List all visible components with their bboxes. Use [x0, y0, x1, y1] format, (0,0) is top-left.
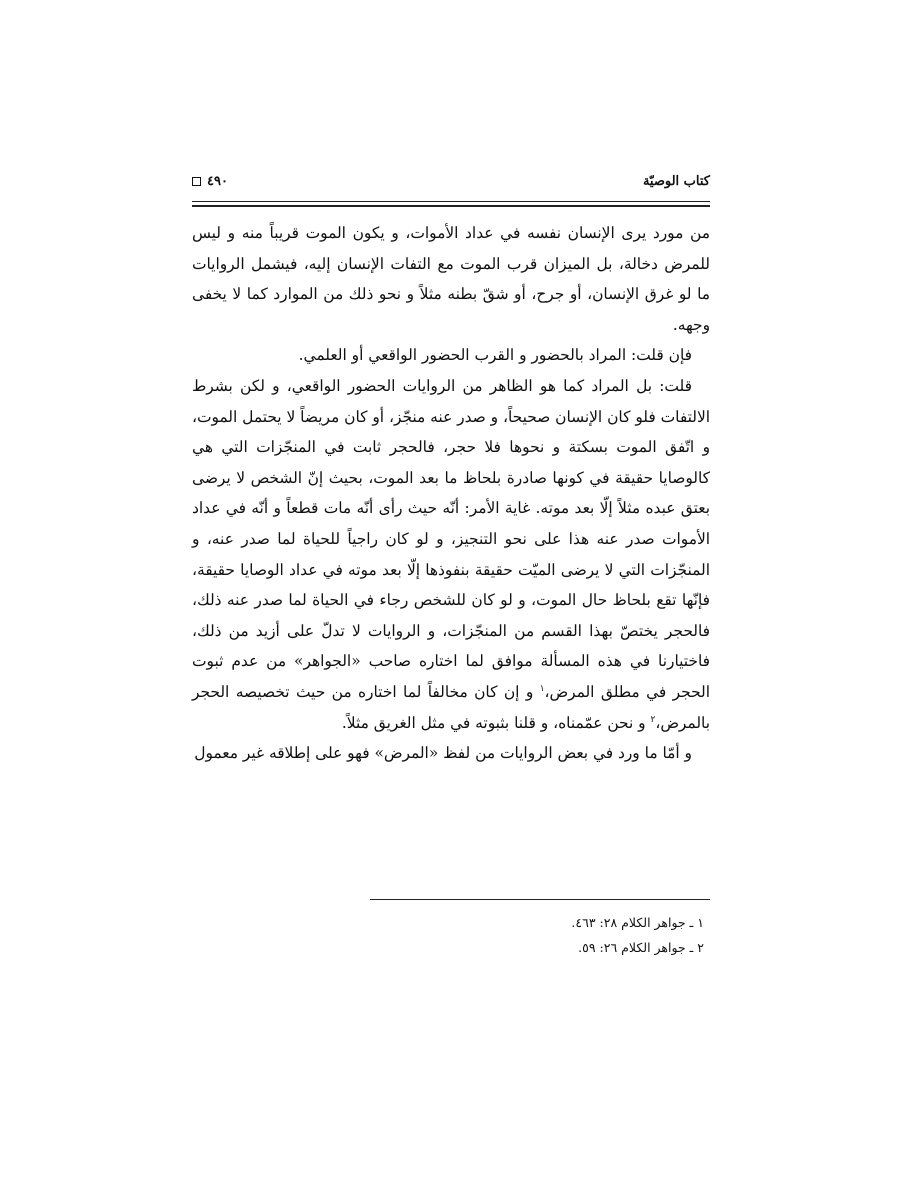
paragraph-1: من مورد يرى الإنسان نفسه في عداد الأموات، و يكون الموت قريباً منه و ليس للمرض دخالة، بل الميزان قرب الموت مع التفات الإنسان إليه، فيشمل الروايات ما لو غرق الإنسان، أو جرح، أو شقّ بطنه مثلاً و نحو ذلك من الموارد كما لا يخفى وجهه.: [192, 224, 710, 334]
footnote-2: ٢ ـ جواهر الكلام ٢٦: ٥٩.: [578, 940, 704, 955]
footnote-ref-2[interactable]: ٢: [650, 714, 656, 725]
header-rule-thin: [192, 201, 710, 202]
header-rule-thick: [192, 205, 710, 207]
paragraph-3: [192, 371, 710, 738]
page-number-block: [192, 174, 228, 189]
square-outline-icon: [192, 177, 201, 186]
page-number: ٤٩٠: [207, 174, 228, 189]
footnote-ref-1[interactable]: ١: [539, 683, 545, 694]
paragraph-3-part-1: قلت: بل المراد كما هو الظاهر من الروايات الحضور الواقعي، و لكن بشرط الالتفات فلو كان الإنسان صحيحاً، و صدر عنه منجّز، أو كان مريضاً لا يحتمل الموت، و اتّفق الموت بسكتة و نحوها فلا حجر، فالحجر ثابت في المنجّزات التي هي كالوصايا حقيقة في كونها صادرة بلحاظ ما بعد الموت، بحيث إنّ الشخص لا يرضى بعتق عبده مثلاً إلّا بعد موته. غاية الأمر: أنّه حيث رأى أنّه مات قطعاً و أنّه في عداد الأموات صدر عنه هذا على نحو التنجيز، و لو كان راجياً للحياة لما صدر عنه، و المنجّزات التي لا يرضى الميّت حقيقة بنفوذها إلّا بعد موته في عداد الوصايا حقيقة، فإنّها تقع بلحاظ حال الموت، و لو كان للشخص رجاء في الحياة لما صدر عنه ذلك، فالحجر يختصّ بهذا القسم من المنجّزات، و الروايات لا تدلّ على أزيد من ذلك، فاختيارنا في هذه المسألة موافق لما اختاره صاحب «الجواهر» من عدم ثبوت الحجر في مطلق المرض،: [192, 376, 710, 701]
paragraph-3-part-3: و نحن عمّمناه، و قلنا بثبوته في مثل الغريق مثلاً.: [341, 713, 646, 732]
footnotes: [192, 910, 704, 960]
book-title: كتاب الوصيّة: [642, 174, 710, 189]
running-header: [192, 170, 710, 196]
paragraph-3-part-2: و إن كان مخالفاً لما اختاره من حيث تخصيصه الحجر بالمرض،: [192, 682, 710, 732]
main-text: [192, 218, 710, 769]
paragraph-4: و أمّا ما ورد في بعض الروايات من لفظ «المرض» فهو على إطلاقه غير معمول: [194, 744, 692, 763]
footnote-1: ١ ـ جواهر الكلام ٢٨: ٤٦٣.: [571, 915, 704, 930]
footnote-separator: [370, 899, 710, 900]
paragraph-2: فإن قلت: المراد بالحضور و القرب الحضور الواقعي أو العلمي.: [298, 346, 692, 365]
